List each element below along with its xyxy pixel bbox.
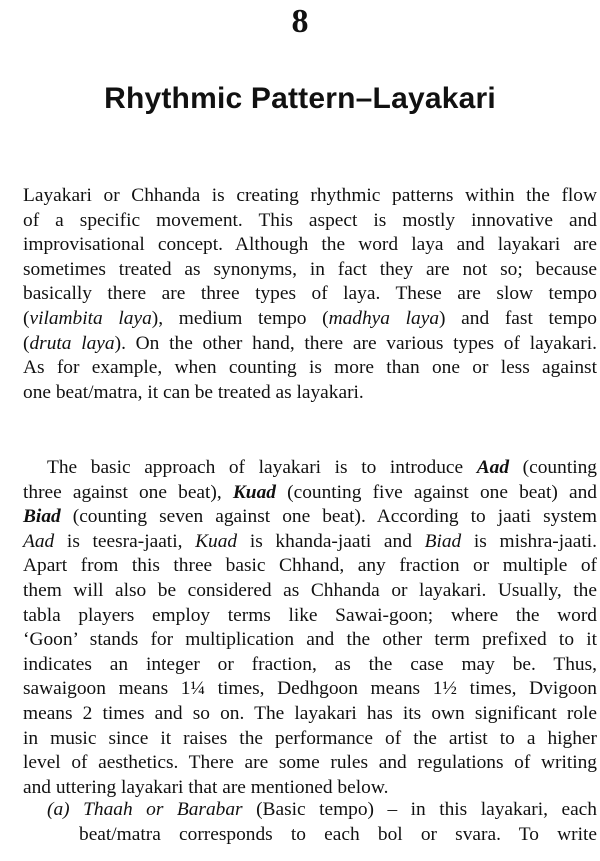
text-line: Biad (counting seven against one beat). According to jaati system — [23, 506, 597, 528]
paragraph-intro — [23, 184, 597, 405]
text-line: indicates an integer or fraction, as the case may be. Thus, — [23, 653, 597, 675]
text-line: sometimes treated as synonyms, in fact they are not so; because — [23, 258, 597, 280]
text-line: level of aesthetics. There are some rules and regulations of writing — [23, 752, 597, 774]
list-item-line: beat/matra corresponds to each bol or svara. To write — [79, 823, 597, 845]
text-line: (vilambita laya), medium tempo (madhya laya) and fast tempo — [23, 307, 597, 329]
text-line: As for example, when counting is more than one or less against — [23, 357, 597, 379]
text-line: of a specific movement. This aspect is mostly innovative and — [23, 209, 597, 231]
text-line: improvisational concept. Although the word laya and layakari are — [23, 234, 597, 256]
list-marker: (a) — [47, 799, 70, 820]
paragraph-approach — [23, 456, 597, 800]
text-line: in music since it raises the performance of the artist to a higher — [23, 727, 597, 749]
text-line: sawaigoon means 1¼ times, Dedhgoon means 1½ times, Dvigoon — [23, 678, 597, 700]
text-line: Apart from this three basic Chhand, any fraction or multiple of — [23, 555, 597, 577]
list-text: (Basic tempo) – in this layakari, each — [256, 799, 597, 820]
text-line: one beat/matra, it can be treated as layakari. — [23, 381, 364, 403]
text-line: Aad is teesra-jaati, Kuad is khanda-jaati and Biad is mishra-jaati. — [23, 530, 597, 552]
text-line: three against one beat), Kuad (counting five against one beat) and — [23, 481, 598, 503]
text-line: means 2 times and so on. The layakari has its own significant role — [23, 702, 597, 724]
text-line: basically there are three types of laya. These are slow tempo — [23, 283, 597, 305]
text-line: Layakari or Chhanda is creating rhythmic patterns within the flow — [23, 185, 597, 206]
text-line: (druta laya). On the other hand, there are various types of layakari. — [23, 332, 597, 354]
text-line: The basic approach of layakari is to introduce Aad (counting — [47, 457, 597, 478]
chapter-title: Rhythmic Pattern–Layakari — [104, 82, 496, 115]
list-item-a — [23, 798, 597, 847]
text-line: ‘Goon’ stands for multiplication and the other term prefixed to it — [23, 629, 597, 651]
text-line: tabla players employ terms like Sawai-goon; where the word — [23, 604, 597, 626]
list-item-line — [23, 798, 597, 823]
list-term: Thaah or Barabar — [83, 799, 243, 820]
text-line: and uttering layakari that are mentioned below. — [23, 776, 389, 798]
text-line: them will also be considered as Chhanda or layakari. Usually, the — [23, 579, 597, 601]
chapter-number: 8 — [291, 3, 309, 40]
